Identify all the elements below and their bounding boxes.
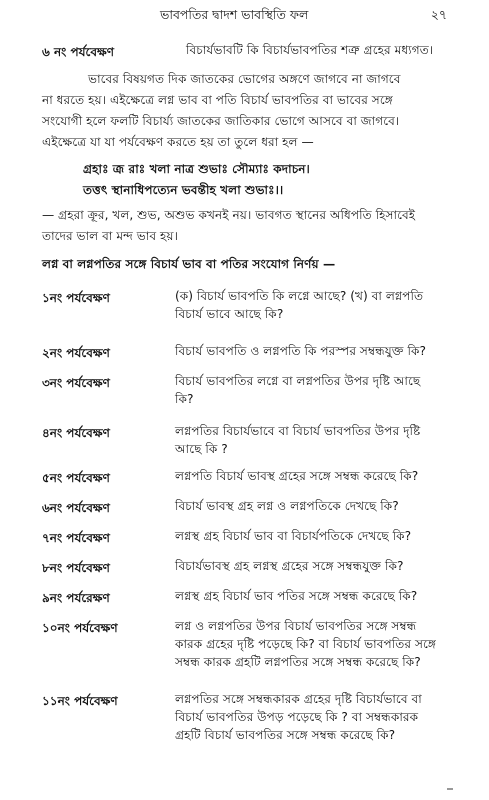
observation-line: বিচার্য ভাবপতির উপড় পড়েছে কি ? বা সম্বন্ধকারক (175, 710, 419, 724)
observation-text (175, 422, 467, 458)
page-number: ২৭ (430, 7, 447, 22)
observation-label: ৬নং পর্যবেক্ষণ (42, 501, 110, 515)
observation-text (175, 527, 467, 545)
observation-text (175, 467, 467, 485)
observation-text (175, 372, 467, 408)
page-mark (447, 788, 453, 790)
observation-line: বিচার্য ভাবস্থ গ্রহ লগ্ন ও লগ্নপতিকে দেখছে কি? (175, 499, 399, 513)
paragraph-line: সংযোগী হলে ফলটি বিচার্য্য জাতকের জাতিকার ভোগে আসবে বা জাগবে। (42, 114, 400, 128)
section-heading: লগ্ন বা লগ্নপতির সঙ্গে বিচার্য ভাব বা পতির সংযোগ নির্ণয় — (42, 257, 336, 271)
observation-label: ১১নং পর্যবেক্ষণ (42, 694, 118, 708)
observation-text (175, 617, 467, 671)
observation-label: ৯নং পর্যরেক্ষণ (42, 591, 110, 605)
paragraph-line: এইক্ষেত্রে যা যা পর্যবেক্ষণ করতে হয় তা তুলে ধরা হল — (42, 135, 314, 149)
intro-observation-label: ৬ নং পর্যবেক্ষণ (42, 45, 115, 59)
observation-line: লগ্নপতির সঙ্গে সম্বন্ধকারক গ্রহের দৃষ্টি বিচার্যভাবে বা (175, 692, 422, 706)
observation-line: আছে কি ? (175, 442, 228, 456)
running-title: ভাবপতির দ্বাদশ ভাবস্থিতি ফল (160, 7, 309, 22)
observation-label: ৩নং পর্যবেক্ষণ (42, 376, 110, 390)
observation-line: লগ্নপতি বিচার্য ভাবস্থ গ্রহের সঙ্গে সম্বন্ধ করেছে কি? (175, 469, 419, 483)
observation-line: কারক গ্রহের দৃষ্টি পড়েছে কি? বা বিচার্য ভাবপতির সঙ্গে (175, 637, 437, 651)
observation-text (175, 587, 467, 605)
observation-line: বিচার্য ভাবপতির লগ্নে বা লগ্নপতির উপর দৃষ্টি আছে (175, 374, 421, 388)
observation-label: ৭নং পর্যবেক্ষণ (42, 531, 110, 545)
observation-line: লগ্নস্থ গ্রহ বিচার্য ভাব বা বিচার্যপতিকে দেখছে কি? (175, 529, 412, 543)
observation-label: ৮নং পর্যবেক্ষণ (42, 561, 110, 575)
observation-text (175, 557, 467, 575)
observation-label: ২নং পর্যবেক্ষণ (42, 346, 110, 360)
observation-label: ৫নং পর্যবেক্ষণ (42, 471, 110, 485)
paragraph-line: ভাবের বিষয়গত দিক জাতকের ভোগের অঙ্গণে জাগবে না জাগবে (88, 72, 401, 86)
sanskrit-verse-line: গ্রহাঃ ত্রূ রাঃ খলা নাত্র শুভাঃ সৌম্যাঃ কদাচন। (83, 162, 310, 176)
paragraph-line: তাদের ভাল বা মন্দ ভাব হয়। (42, 229, 178, 243)
intro-observation-text: বিচার্যভাবটি কি বিচার্যভাবপতির শত্রু গ্রহের মধ্যগত। (186, 43, 434, 57)
observation-text (175, 342, 467, 360)
observation-line: (ক) বিচার্য ভাবপতি কি লগ্নে আছে? (খ) বা লগ্নপতি (175, 289, 424, 303)
observation-line: লগ্নস্থ গ্রহ বিচার্য ভাব পতির সঙ্গে সম্বন্ধ করেছে কি? (175, 589, 418, 603)
observation-line: লগ্ন ও লগ্নপতির উপর বিচার্য ভাবপতির সঙ্গে সম্বন্ধ (175, 619, 417, 633)
observation-line: সম্বন্ধ কারক গ্রহটি লগ্নপতির সঙ্গে সম্বন্ধ করেছে কি? (175, 655, 421, 669)
observation-line: বিচার্য ভাবপতি ও লগ্নপতি কি পরস্পর সম্বন্ধযুক্ত কি? (175, 344, 426, 358)
page-header (0, 7, 489, 27)
observation-text (175, 497, 467, 515)
observation-line: গ্রহটি বিচার্য ভাবপতির সঙ্গে সম্বন্ধ করেছে কি? (175, 728, 396, 742)
paragraph-line: না ধরতে হয়। এইক্ষেত্রে লগ্ন ভাব বা পতি বিচার্য ভাবপতির বা ভাবের সঙ্গে (42, 93, 393, 107)
observation-label: ১নং পর্যবেক্ষণ (42, 291, 110, 305)
observation-line: বিচার্য ভাবে আছে কি? (175, 307, 284, 321)
paragraph-line: — গ্রহরা ক্রূর, খল, শুভ, অশুভ কখনই নয়। ভাবগত স্থানের অধিপতি হিসাবেই (42, 208, 416, 222)
observation-line: লগ্নপতির বিচার্যভাবে বা বিচার্য ভাবপতির উপর দৃষ্টি (175, 424, 421, 438)
observation-label: ৪নং পর্যবেক্ষণ (42, 426, 110, 440)
sanskrit-verse-line: তত্তৎ স্থানাধিপত্যেন ভবন্তীহ খলা শুভাঃ।। (83, 183, 284, 197)
observation-line: কি? (175, 392, 194, 406)
observation-label: ১০নং পর্যবেক্ষণ (42, 621, 118, 635)
observation-text (175, 287, 467, 323)
observation-text (175, 690, 467, 744)
observation-line: বিচার্যভাবস্থ গ্রহ লগ্নস্থ গ্রহের সঙ্গে সম্বন্ধযুক্ত কি? (175, 559, 404, 573)
